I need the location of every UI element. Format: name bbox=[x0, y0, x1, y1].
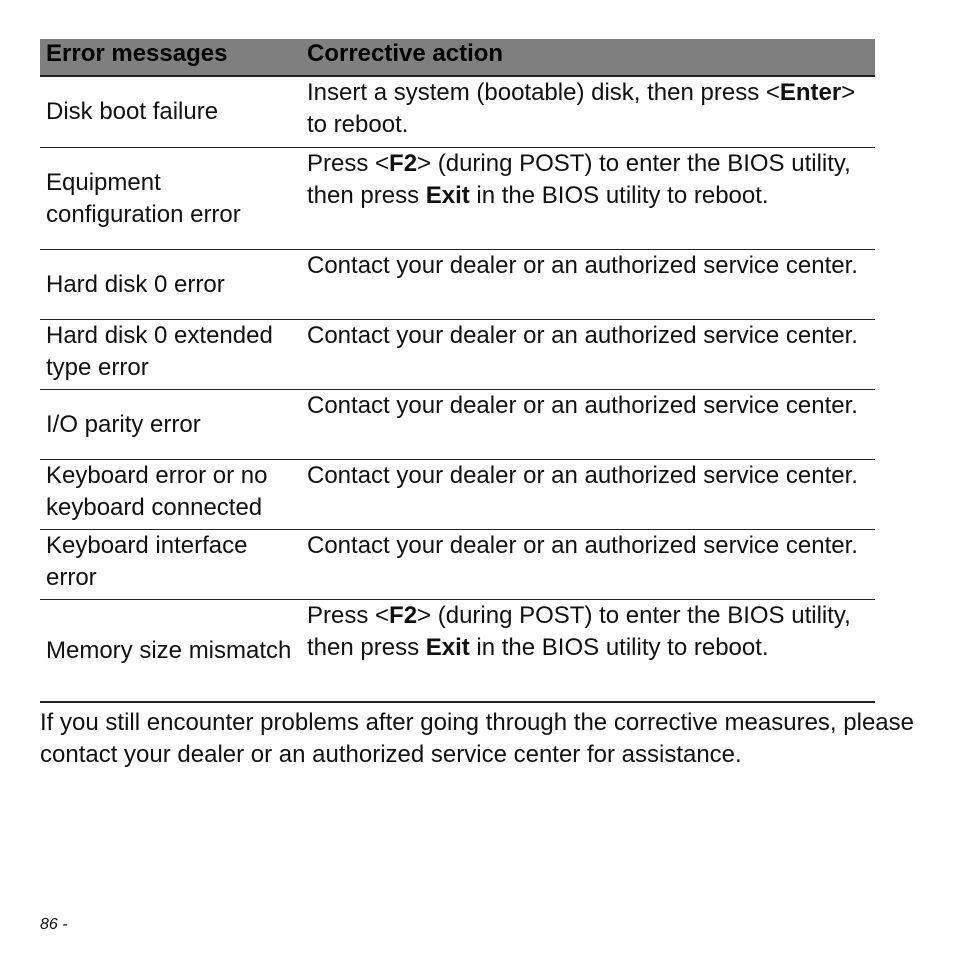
table-row bbox=[40, 320, 875, 390]
error-message-cell: Hard disk 0 error bbox=[46, 270, 225, 298]
assistance-paragraph: If you still encounter problems after going through the corrective measures, please contact your dealer or an authorized service center for assistance. bbox=[40, 709, 914, 768]
corrective-action-cell: Press <F2> (during POST) to enter the BIOS utility, then press Exit in the BIOS utility to reboot. bbox=[307, 602, 851, 661]
error-message-cell: Disk boot failure bbox=[46, 98, 219, 125]
error-message-cell: Hard disk 0 extended type error bbox=[46, 322, 273, 381]
table-row bbox=[40, 600, 875, 703]
corrective-action-cell: Contact your dealer or an authorized service center. bbox=[307, 392, 858, 419]
corrective-action-cell: Insert a system (bootable) disk, then press <Enter> to reboot. bbox=[307, 79, 856, 138]
page-number: 86 - bbox=[40, 916, 68, 933]
corrective-action-cell: Contact your dealer or an authorized service center. bbox=[307, 532, 858, 559]
error-message-cell: I/O parity error bbox=[46, 410, 201, 438]
table-row bbox=[40, 250, 875, 320]
table-row bbox=[40, 148, 875, 250]
error-message-cell: Memory size mismatch bbox=[46, 636, 292, 664]
corrective-action-cell: Contact your dealer or an authorized service center. bbox=[307, 322, 858, 349]
header-corrective-action: Corrective action bbox=[307, 40, 504, 67]
corrective-action-cell: Press <F2> (during POST) to enter the BIOS utility, then press Exit in the BIOS utility to reboot. bbox=[307, 150, 851, 209]
table-row bbox=[40, 460, 875, 530]
table-row bbox=[40, 390, 875, 460]
table-row bbox=[40, 530, 875, 600]
error-message-cell: Keyboard interface error bbox=[46, 532, 248, 591]
error-message-cell: Keyboard error or no keyboard connected bbox=[46, 462, 268, 521]
corrective-action-cell: Contact your dealer or an authorized service center. bbox=[307, 252, 858, 279]
error-message-cell: Equipment configuration error bbox=[46, 168, 241, 228]
table-row bbox=[40, 77, 875, 148]
corrective-action-cell: Contact your dealer or an authorized service center. bbox=[307, 462, 858, 489]
error-messages-table bbox=[40, 39, 875, 703]
table-header bbox=[40, 39, 875, 77]
header-error-messages: Error messages bbox=[46, 40, 228, 67]
